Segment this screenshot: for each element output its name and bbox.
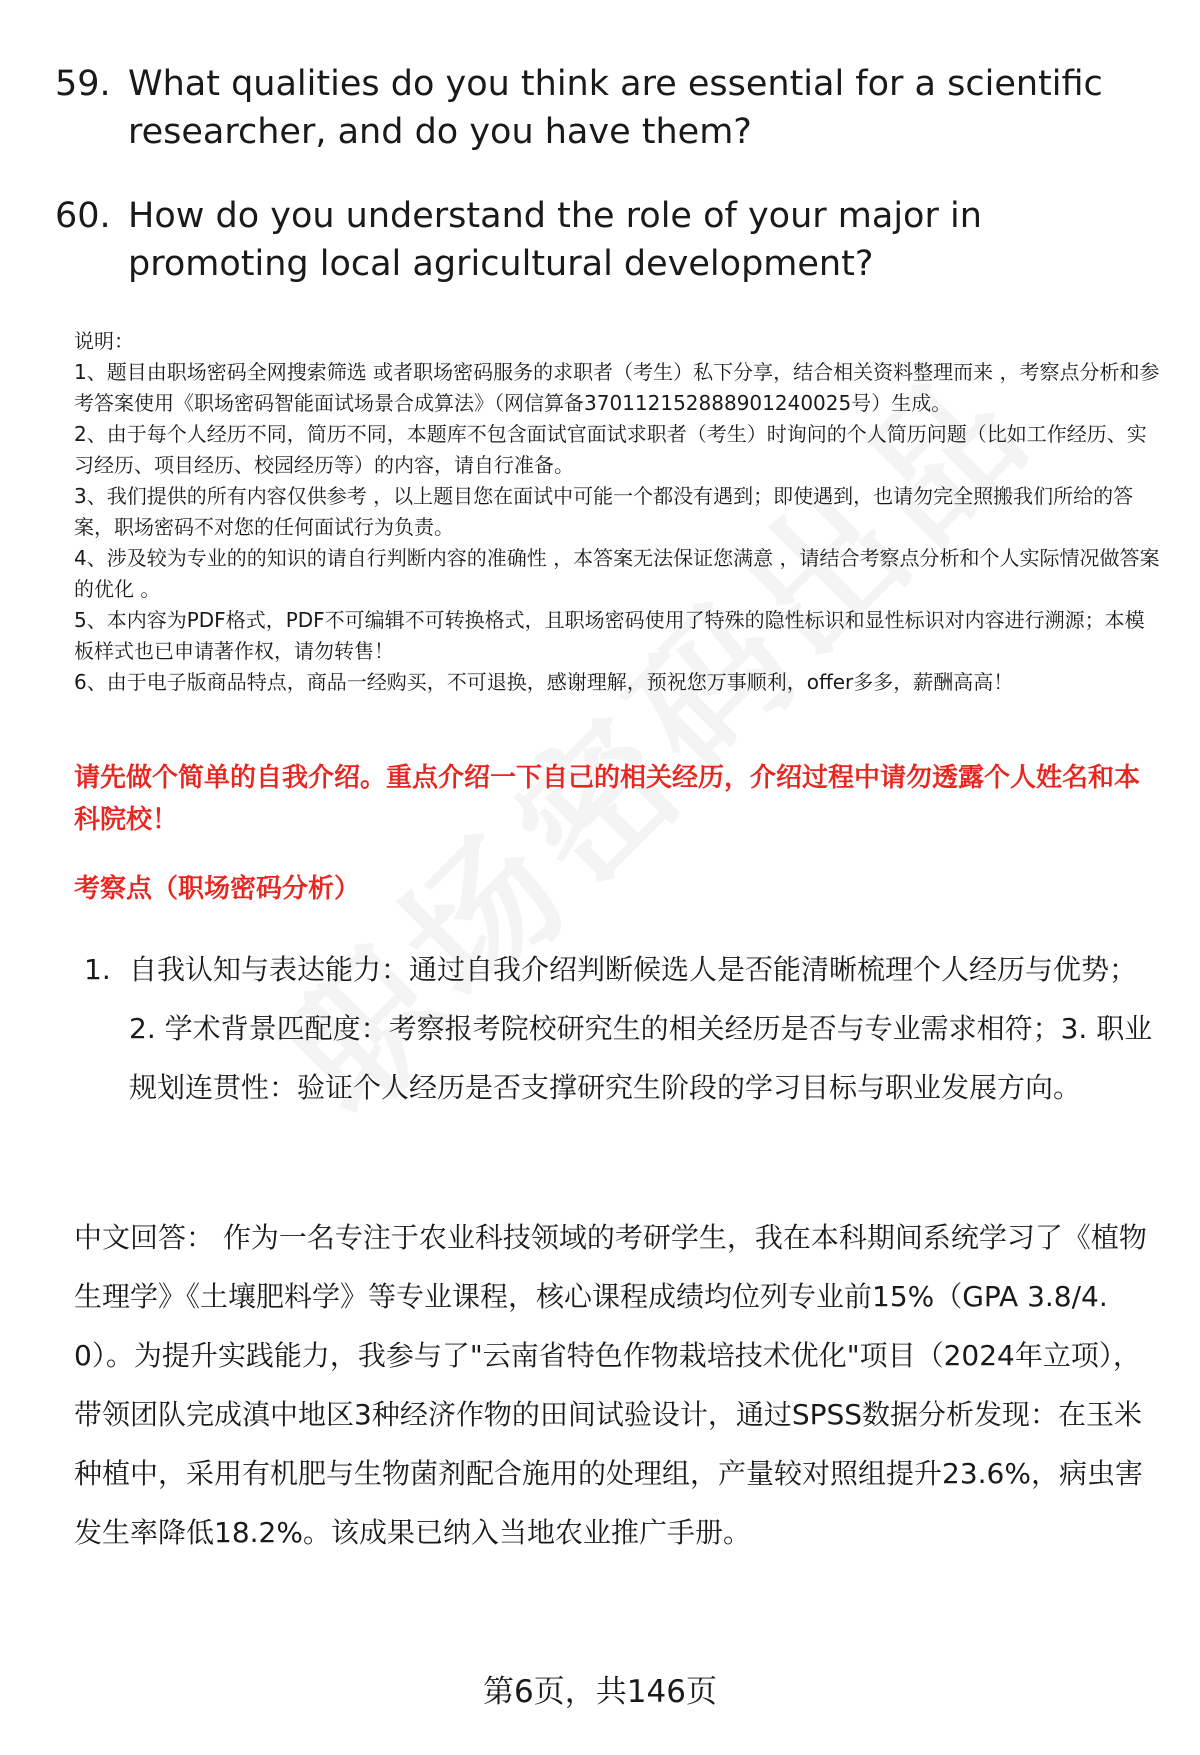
question-number: 60. <box>55 196 111 236</box>
question-number: 59. <box>55 64 111 104</box>
page-footer: 第6页，共146页 <box>483 1674 717 1710</box>
note-item-2: 2、由于每个人经历不同，简历不同，本题库不包含面试官面试求职者（考生）时询问的个人简历问题（比如工作经历、实习经历、项目经历、校园经历等）的内容，请自行准备。 <box>74 422 1147 477</box>
note-item-6: 6、由于电子版商品特点，商品一经购买，不可退换，感谢理解，预祝您万事顺利，offer多多，薪酬高高！ <box>74 670 1014 694</box>
analysis-text: 自我认知与表达能力：通过自我介绍判断候选人是否能清晰梳理个人经历与优势；2. 学术背景匹配度：考察报考院校研究生的相关经历是否与专业需求相符；3. 职业规划连贯性：验证个人经历是否支撑研究生阶段的学习目标与职业发展方向。 <box>129 953 1153 1104</box>
interview-question: 请先做个简单的自我介绍。重点介绍一下自己的相关经历，介绍过程中请勿透露个人姓名和本科院校！ <box>74 763 1141 835</box>
note-item-1: 1、题目由职场密码全网搜索筛选 或者职场密码服务的求职者（考生）私下分享，结合相关资料整理而来 ，考察点分析和参考答案使用《职场密码智能面试场景合成算法》（网信算备370112152888901240025号）生成。 <box>74 360 1160 415</box>
question-text: What qualities do you think are essential for a scientific researcher, and do you have them? <box>128 64 1103 152</box>
question-60 <box>55 192 1155 288</box>
chinese-answer: 中文回答： 作为一名专注于农业科技领域的考研学生，我在本科期间系统学习了《植物生理学》《土壤肥料学》等专业课程，核心课程成绩均位列专业前15%（GPA 3.8/4.0）。为提升实践能力，我参与了"云南省特色作物栽培技术优化"项目（2024年立项），带领团队完成滇中地区3种经济作物的田间试验设计，通过SPSS数据分析发现：在玉米种植中，采用有机肥与生物菌剂配合施用的处理组，产量较对照组提升23.6%，病虫害发生率降低18.2%。该成果已纳入当地农业推广手册。 <box>74 1221 1147 1549</box>
analysis-number: 1. <box>84 953 111 986</box>
note-item-3: 3、我们提供的所有内容仅供参考 ，以上题目您在面试中可能一个都没有遇到；即使遇到，也请勿完全照搬我们所给的答案，职场密码不对您的任何面试行为负责。 <box>74 484 1134 539</box>
analysis-heading: 考察点（职场密码分析） <box>74 874 361 904</box>
note-item-4: 4、涉及较为专业的的知识的请自行判断内容的准确性 ，本答案无法保证您满意 ，请结合考察点分析和个人实际情况做答案的优化 。 <box>74 546 1160 601</box>
note-item-5: 5、本内容为PDF格式，PDF不可编辑不可转换格式，且职场密码使用了特殊的隐性标识和显性标识对内容进行溯源；本模板样式也已申请著作权，请勿转售！ <box>74 608 1145 663</box>
analysis-list <box>84 940 1174 1117</box>
notes-title: 说明： <box>74 329 134 353</box>
question-59 <box>55 60 1155 156</box>
notes-section <box>74 326 1164 698</box>
question-text: How do you understand the role of your major in promoting local agricultural development? <box>128 196 982 284</box>
